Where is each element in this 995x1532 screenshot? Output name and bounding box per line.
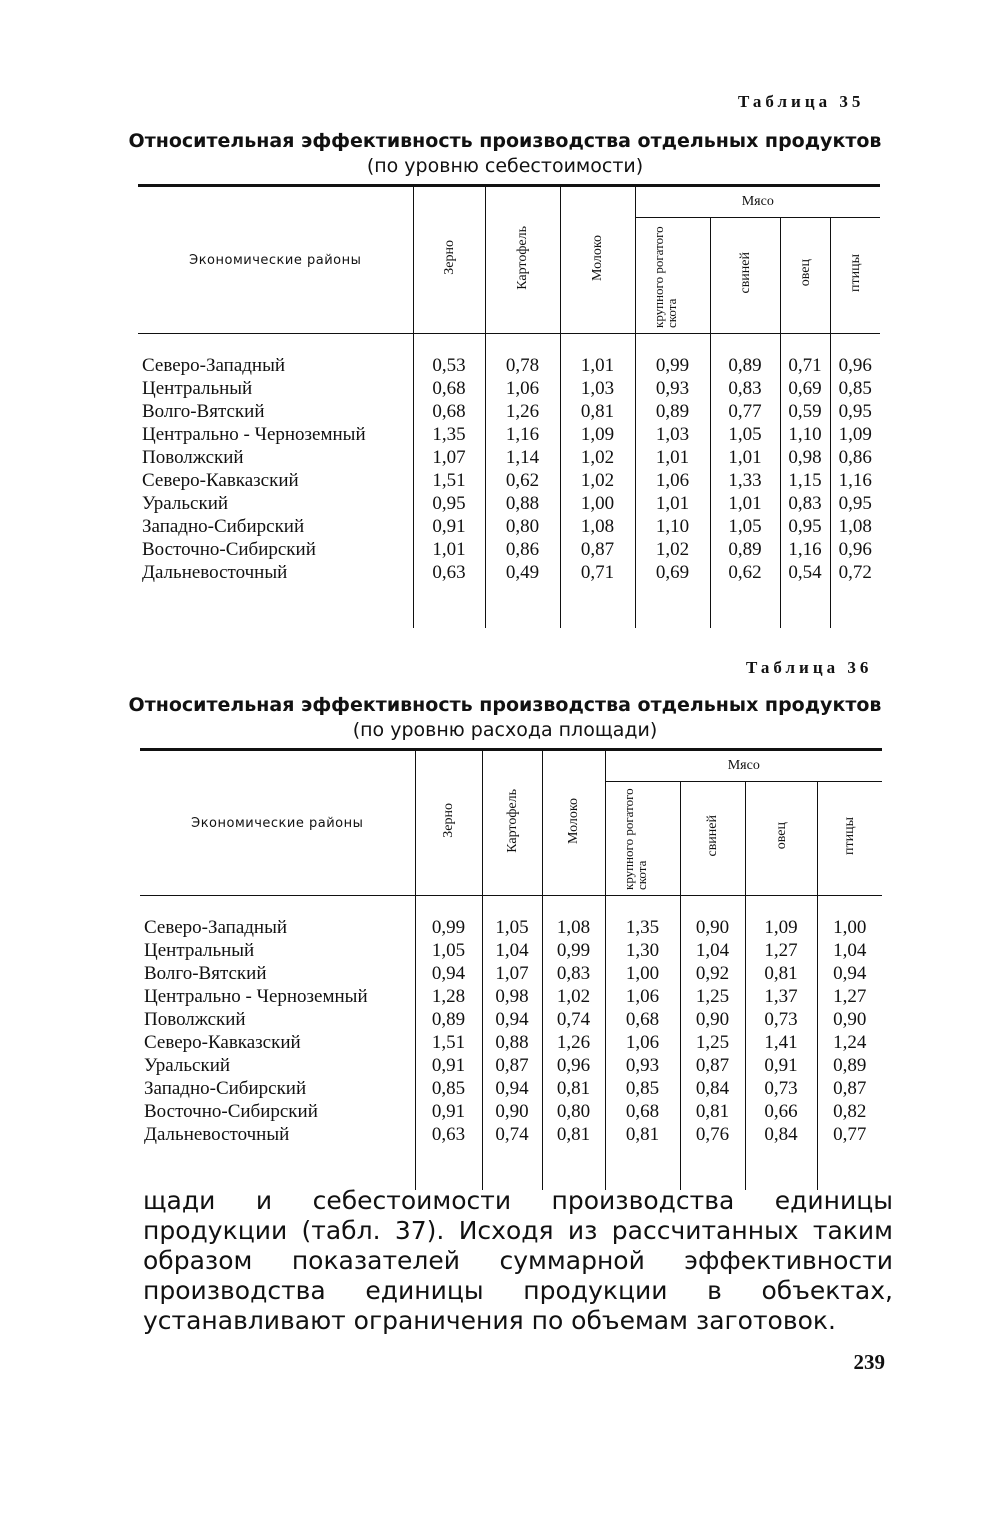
pigs-value: 0,76 xyxy=(680,1123,745,1146)
table-row xyxy=(138,492,880,515)
poultry-header: птицы xyxy=(817,782,882,896)
poultry-value: 1,04 xyxy=(817,939,882,962)
region-cell: Волго-Вятский xyxy=(142,401,265,422)
milk-value: 0,74 xyxy=(542,1008,605,1031)
page-number: 239 xyxy=(853,1350,885,1374)
table35-title: Относительная эффективность производства отдельных продуктов xyxy=(128,130,882,152)
sheep-value: 0,95 xyxy=(780,515,830,538)
poultry-value: 0,82 xyxy=(817,1100,882,1123)
table-row xyxy=(138,515,880,538)
region-cell: Западно-Сибирский xyxy=(142,516,305,537)
pigs-value: 1,25 xyxy=(680,1031,745,1054)
meat-header: Мясо xyxy=(635,186,880,218)
pigs-value: 0,89 xyxy=(710,354,780,377)
potato-value: 0,94 xyxy=(482,1077,542,1100)
milk-value: 1,01 xyxy=(560,354,635,377)
region-cell: Уральский xyxy=(144,1055,231,1076)
table36 xyxy=(140,748,882,1190)
sheep-value: 0,71 xyxy=(780,354,830,377)
region-cell: Восточно-Сибирский xyxy=(144,1101,318,1122)
sheep-value: 1,41 xyxy=(745,1031,817,1054)
poultry-value: 1,16 xyxy=(830,469,880,492)
region-cell: Поволжский xyxy=(144,1009,246,1030)
potato-header: Картофель xyxy=(485,186,560,334)
milk-value: 1,03 xyxy=(560,377,635,400)
poultry-value: 0,87 xyxy=(817,1077,882,1100)
grain-value: 0,94 xyxy=(415,962,482,985)
cattle-value: 0,99 xyxy=(635,354,710,377)
sheep-value: 1,10 xyxy=(780,423,830,446)
poultry-value: 0,95 xyxy=(830,400,880,423)
pigs-value: 1,01 xyxy=(710,492,780,515)
potato-value: 1,04 xyxy=(482,939,542,962)
poultry-value: 1,00 xyxy=(817,916,882,939)
region-cell: Северо-Западный xyxy=(144,917,288,938)
region-header: Экономические районы xyxy=(138,186,413,334)
potato-value: 0,74 xyxy=(482,1123,542,1146)
pigs-value: 0,62 xyxy=(710,561,780,584)
cattle-value: 1,10 xyxy=(635,515,710,538)
milk-value: 0,83 xyxy=(542,962,605,985)
body-paragraph: щади и себестоимости производства единицы продукции (табл. 37). Исходя из рассчитанных таким образом показателей суммарной эффективности производства единицы продукции в объектах, устанавливают ограничения по объемам заготовок. xyxy=(143,1186,893,1335)
region-cell: Дальневосточный xyxy=(142,562,288,583)
table-row xyxy=(138,446,880,469)
poultry-value: 0,96 xyxy=(830,354,880,377)
cattle-value: 1,06 xyxy=(635,469,710,492)
cattle-value: 1,06 xyxy=(605,1031,680,1054)
milk-value: 1,02 xyxy=(560,469,635,492)
table-row xyxy=(138,400,880,423)
sheep-value: 0,54 xyxy=(780,561,830,584)
milk-value: 1,08 xyxy=(560,515,635,538)
sheep-header: овец xyxy=(780,218,830,334)
milk-header: Молоко xyxy=(542,750,605,896)
milk-value: 0,81 xyxy=(560,400,635,423)
pigs-value: 0,81 xyxy=(680,1100,745,1123)
cattle-value: 1,35 xyxy=(605,916,680,939)
spacer-row xyxy=(138,334,880,355)
table-row xyxy=(138,354,880,377)
poultry-value: 0,85 xyxy=(830,377,880,400)
region-cell: Центральный xyxy=(144,940,255,961)
sheep-value: 1,37 xyxy=(745,985,817,1008)
pigs-value: 0,77 xyxy=(710,400,780,423)
grain-header: Зерно xyxy=(413,186,485,334)
cattle-value: 1,03 xyxy=(635,423,710,446)
poultry-value: 0,95 xyxy=(830,492,880,515)
cattle-value: 1,06 xyxy=(605,985,680,1008)
table-row xyxy=(140,1031,882,1054)
milk-value: 0,87 xyxy=(560,538,635,561)
table-row xyxy=(140,962,882,985)
grain-value: 0,63 xyxy=(413,561,485,584)
table36-caption: Таблица 36 xyxy=(746,658,873,677)
milk-value: 1,00 xyxy=(560,492,635,515)
milk-value: 0,96 xyxy=(542,1054,605,1077)
grain-value: 0,91 xyxy=(415,1054,482,1077)
potato-value: 0,98 xyxy=(482,985,542,1008)
poultry-value: 0,94 xyxy=(817,962,882,985)
pigs-value: 0,84 xyxy=(680,1077,745,1100)
poultry-value: 0,86 xyxy=(830,446,880,469)
table-row xyxy=(140,1008,882,1031)
table-row xyxy=(138,423,880,446)
pigs-value: 0,90 xyxy=(680,1008,745,1031)
sheep-value: 0,69 xyxy=(780,377,830,400)
cattle-value: 1,01 xyxy=(635,446,710,469)
pigs-header: свиней xyxy=(710,218,780,334)
region-cell: Дальневосточный xyxy=(144,1124,290,1145)
milk-value: 1,08 xyxy=(542,916,605,939)
cattle-value: 1,00 xyxy=(605,962,680,985)
spacer-row xyxy=(140,896,882,917)
cattle-value: 1,30 xyxy=(605,939,680,962)
grain-value: 0,91 xyxy=(413,515,485,538)
milk-value: 0,99 xyxy=(542,939,605,962)
region-cell: Волго-Вятский xyxy=(144,963,267,984)
potato-value: 1,05 xyxy=(482,916,542,939)
region-cell: Северо-Кавказский xyxy=(142,470,299,491)
poultry-value: 1,24 xyxy=(817,1031,882,1054)
table-row xyxy=(140,1077,882,1100)
table-row xyxy=(138,561,880,584)
grain-value: 1,51 xyxy=(413,469,485,492)
region-cell: Северо-Кавказский xyxy=(144,1032,301,1053)
table-row xyxy=(138,469,880,492)
potato-value: 1,06 xyxy=(485,377,560,400)
pigs-value: 1,25 xyxy=(680,985,745,1008)
grain-header: Зерно xyxy=(415,750,482,896)
table-row xyxy=(140,939,882,962)
cattle-value: 0,85 xyxy=(605,1077,680,1100)
table36-subtitle: (по уровню расхода площади) xyxy=(352,719,658,741)
sheep-header: овец xyxy=(745,782,817,896)
cattle-header: крупного рогатого скота xyxy=(635,218,710,334)
potato-value: 1,07 xyxy=(482,962,542,985)
region-cell: Западно-Сибирский xyxy=(144,1078,307,1099)
poultry-value: 0,72 xyxy=(830,561,880,584)
cattle-value: 0,68 xyxy=(605,1100,680,1123)
milk-value: 1,09 xyxy=(560,423,635,446)
potato-value: 0,94 xyxy=(482,1008,542,1031)
poultry-value: 0,90 xyxy=(817,1008,882,1031)
meat-header: Мясо xyxy=(605,750,882,782)
region-cell: Центрально - Черноземный xyxy=(144,986,368,1007)
sheep-value: 0,73 xyxy=(745,1077,817,1100)
grain-value: 0,68 xyxy=(413,377,485,400)
pigs-header: свиней xyxy=(680,782,745,896)
sheep-value: 1,16 xyxy=(780,538,830,561)
table36-body xyxy=(140,896,882,1191)
potato-value: 0,90 xyxy=(482,1100,542,1123)
cattle-value: 1,01 xyxy=(635,492,710,515)
table-row xyxy=(140,1123,882,1146)
milk-value: 0,80 xyxy=(542,1100,605,1123)
potato-value: 0,62 xyxy=(485,469,560,492)
sheep-value: 0,84 xyxy=(745,1123,817,1146)
pigs-value: 1,04 xyxy=(680,939,745,962)
milk-value: 1,02 xyxy=(542,985,605,1008)
grain-value: 0,99 xyxy=(415,916,482,939)
spacer-row xyxy=(138,584,880,628)
sheep-value: 1,15 xyxy=(780,469,830,492)
table36-title: Относительная эффективность производства отдельных продуктов xyxy=(128,694,882,716)
potato-value: 0,88 xyxy=(485,492,560,515)
poultry-value: 1,27 xyxy=(817,985,882,1008)
grain-value: 1,01 xyxy=(413,538,485,561)
grain-value: 0,89 xyxy=(415,1008,482,1031)
cattle-value: 0,68 xyxy=(605,1008,680,1031)
table35-subtitle: (по уровню себестоимости) xyxy=(366,155,644,177)
sheep-value: 0,98 xyxy=(780,446,830,469)
sheep-value: 1,09 xyxy=(745,916,817,939)
sheep-value: 0,59 xyxy=(780,400,830,423)
spacer-row xyxy=(140,1146,882,1190)
table35 xyxy=(138,184,880,628)
cattle-header: крупного рогатого скота xyxy=(605,782,680,896)
region-cell: Поволжский xyxy=(142,447,244,468)
pigs-value: 1,05 xyxy=(710,515,780,538)
region-cell: Центральный xyxy=(142,378,253,399)
poultry-value: 1,08 xyxy=(830,515,880,538)
grain-value: 1,35 xyxy=(413,423,485,446)
cattle-value: 0,93 xyxy=(635,377,710,400)
pigs-value: 0,90 xyxy=(680,916,745,939)
pigs-value: 0,89 xyxy=(710,538,780,561)
potato-value: 1,14 xyxy=(485,446,560,469)
potato-value: 0,49 xyxy=(485,561,560,584)
table-row xyxy=(138,377,880,400)
region-cell: Центрально - Черноземный xyxy=(142,424,366,445)
region-header: Экономические районы xyxy=(140,750,415,896)
pigs-value: 1,01 xyxy=(710,446,780,469)
milk-value: 0,81 xyxy=(542,1077,605,1100)
potato-value: 0,78 xyxy=(485,354,560,377)
pigs-value: 1,33 xyxy=(710,469,780,492)
milk-header: Молоко xyxy=(560,186,635,334)
milk-value: 1,26 xyxy=(542,1031,605,1054)
grain-value: 0,53 xyxy=(413,354,485,377)
grain-value: 0,68 xyxy=(413,400,485,423)
grain-value: 1,28 xyxy=(415,985,482,1008)
cattle-value: 0,81 xyxy=(605,1123,680,1146)
table-row xyxy=(140,1054,882,1077)
sheep-value: 1,27 xyxy=(745,939,817,962)
grain-value: 0,85 xyxy=(415,1077,482,1100)
table-row xyxy=(140,916,882,939)
sheep-value: 0,83 xyxy=(780,492,830,515)
poultry-value: 1,09 xyxy=(830,423,880,446)
potato-value: 1,16 xyxy=(485,423,560,446)
milk-value: 0,81 xyxy=(542,1123,605,1146)
cattle-value: 0,93 xyxy=(605,1054,680,1077)
cattle-value: 0,69 xyxy=(635,561,710,584)
potato-value: 0,88 xyxy=(482,1031,542,1054)
table35-caption: Таблица 35 xyxy=(738,92,865,111)
potato-value: 0,86 xyxy=(485,538,560,561)
grain-value: 0,95 xyxy=(413,492,485,515)
table-row xyxy=(140,1100,882,1123)
poultry-value: 0,89 xyxy=(817,1054,882,1077)
cattle-value: 1,02 xyxy=(635,538,710,561)
grain-value: 0,91 xyxy=(415,1100,482,1123)
pigs-value: 1,05 xyxy=(710,423,780,446)
table35-body xyxy=(138,334,880,629)
poultry-header: птицы xyxy=(830,218,880,334)
potato-value: 0,87 xyxy=(482,1054,542,1077)
potato-value: 0,80 xyxy=(485,515,560,538)
grain-value: 1,07 xyxy=(413,446,485,469)
region-cell: Уральский xyxy=(142,493,229,514)
potato-value: 1,26 xyxy=(485,400,560,423)
table-row xyxy=(138,538,880,561)
pigs-value: 0,87 xyxy=(680,1054,745,1077)
sheep-value: 0,91 xyxy=(745,1054,817,1077)
table-row xyxy=(140,985,882,1008)
sheep-value: 0,66 xyxy=(745,1100,817,1123)
pigs-value: 0,83 xyxy=(710,377,780,400)
milk-value: 1,02 xyxy=(560,446,635,469)
sheep-value: 0,73 xyxy=(745,1008,817,1031)
potato-header: Картофель xyxy=(482,750,542,896)
grain-value: 1,51 xyxy=(415,1031,482,1054)
pigs-value: 0,92 xyxy=(680,962,745,985)
poultry-value: 0,77 xyxy=(817,1123,882,1146)
cattle-value: 0,89 xyxy=(635,400,710,423)
grain-value: 0,63 xyxy=(415,1123,482,1146)
region-cell: Северо-Западный xyxy=(142,355,286,376)
grain-value: 1,05 xyxy=(415,939,482,962)
milk-value: 0,71 xyxy=(560,561,635,584)
region-cell: Восточно-Сибирский xyxy=(142,539,316,560)
sheep-value: 0,81 xyxy=(745,962,817,985)
poultry-value: 0,96 xyxy=(830,538,880,561)
